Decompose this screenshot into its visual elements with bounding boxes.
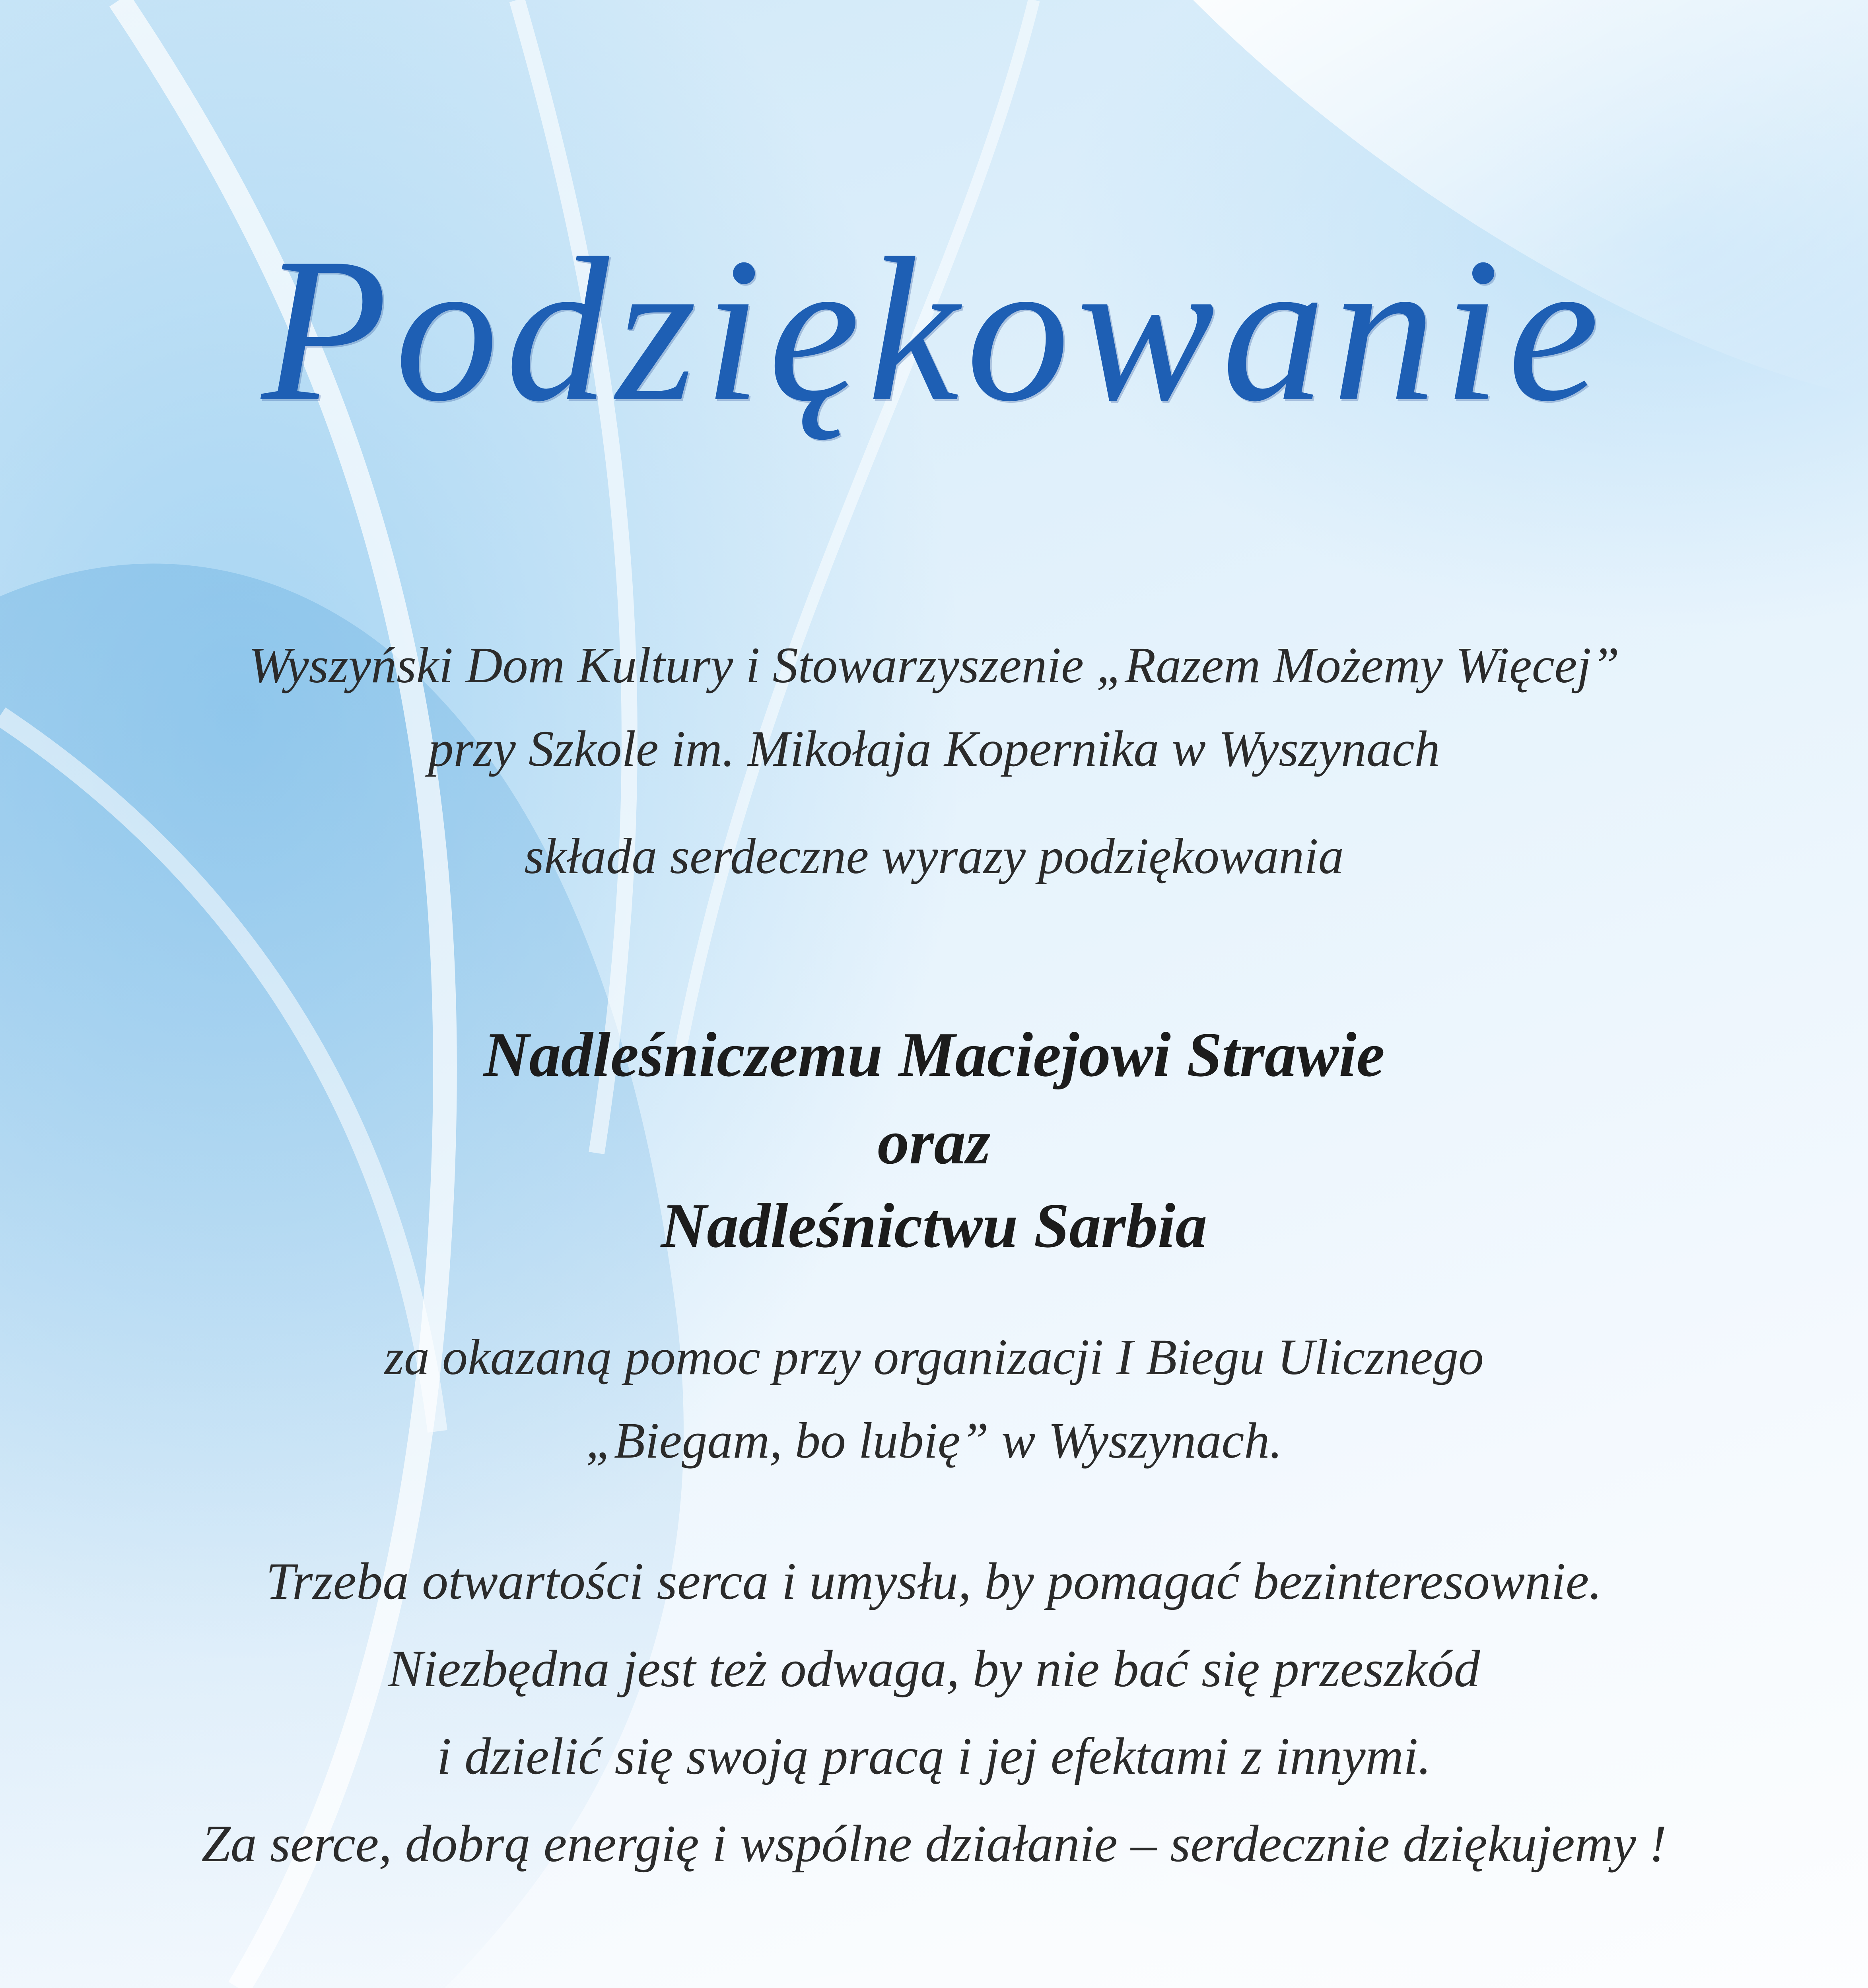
issuer-line-1: Wyszyński Dom Kultury i Stowarzyszenie „Razem Możemy Więcej” <box>248 637 1620 693</box>
recipient-line-2: oraz <box>877 1107 991 1177</box>
reason-line-2: „Biegam, bo lubię” w Wyszynach. <box>585 1412 1283 1469</box>
recipient-line-1: Nadleśniczemu Maciejowi Strawie <box>483 1019 1385 1090</box>
issuer-line-3: składa serdeczne wyrazy podziękowania <box>524 828 1344 884</box>
motto-line-4: Za serce, dobrą energię i wspólne działanie – serdecznie dziękujemy ! <box>201 1814 1667 1873</box>
motto-line-1: Trzeba otwartości serca i umysłu, by pomagać bezinteresownie. <box>266 1552 1602 1610</box>
motto-line-2: Niezbędna jest też odwaga, by nie bać się przeszkód <box>388 1639 1480 1698</box>
issuer-line-2: przy Szkole im. Mikołaja Kopernika w Wyszynach <box>428 720 1440 777</box>
reason-line-1: za okazaną pomoc przy organizacji I Biegu Ulicznego <box>384 1329 1484 1385</box>
certificate-title: Podziękowanie <box>261 215 1607 444</box>
motto-line-3: i dzielić się swoją pracą i jej efektami z innymi. <box>437 1727 1431 1785</box>
recipient-line-3: Nadleśnictwu Sarbia <box>661 1190 1207 1261</box>
